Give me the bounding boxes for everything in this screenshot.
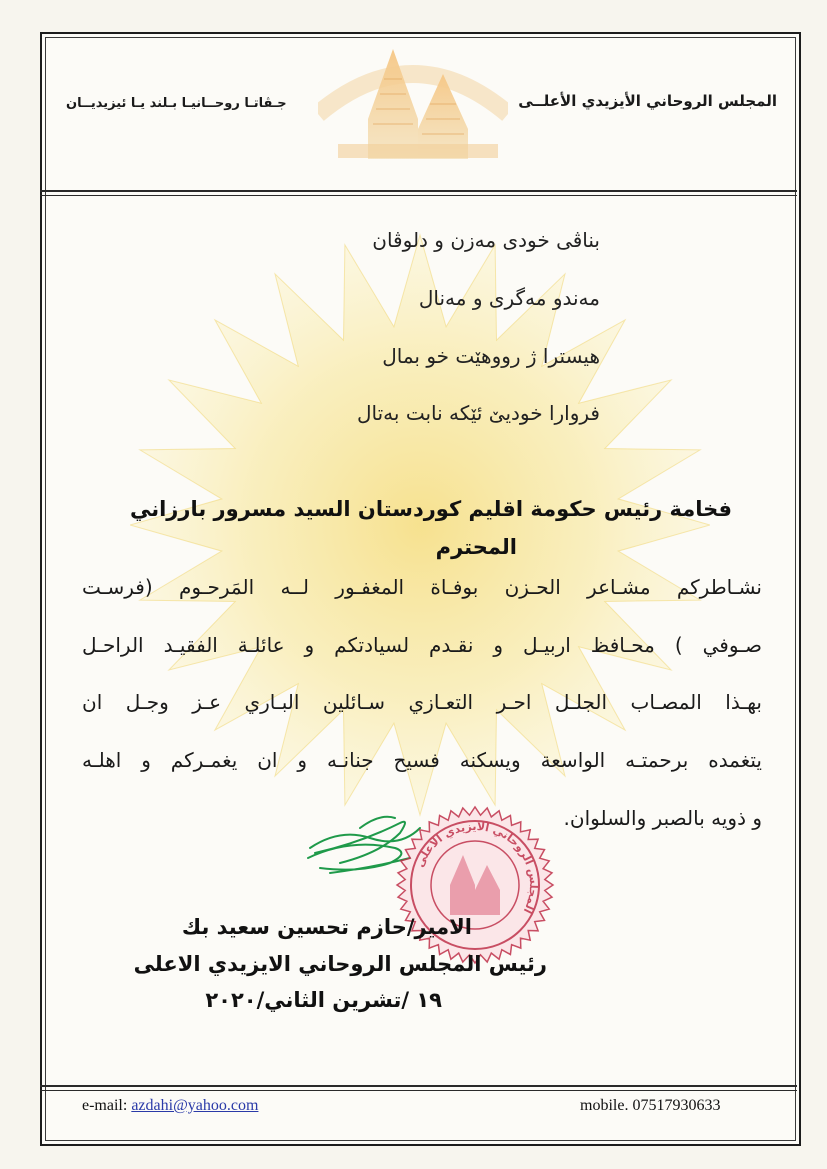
body-line-3: بهـذا المصـاب الجلـل احـر التعـازي سـائلين البـاري عـز وجـل ان xyxy=(82,690,762,714)
signer-position: رئيس المجلس الروحاني الايزيدي الاعلى xyxy=(133,952,547,976)
footer-divider xyxy=(40,1085,797,1087)
salutation-line-1: فخامة رئيس حكومة اقليم كوردستان السيد مسرور بارزاني xyxy=(129,497,732,521)
body-line-1: نشـاطركم مشـاعر الحـزن بوفـاة المغفـور لــه المَرحـوم (فرسـت xyxy=(82,575,762,599)
signer-name: الامير/حازم تحسين سعيد بك xyxy=(181,915,472,939)
header-divider xyxy=(40,190,797,192)
salutation-line-2: المحترم xyxy=(435,535,517,559)
temple-logo xyxy=(318,44,508,164)
footer-email xyxy=(82,1097,258,1115)
poem-line-4: فروارا خودیێ ئێکە نابت بەتال xyxy=(356,401,600,425)
mobile-number: 07517930633 xyxy=(632,1097,721,1114)
email-label: e-mail: xyxy=(82,1097,128,1114)
body-line-4: يتغمده برحمتـه الواسعة ويسكنه فسيح جنانـه و ان يغمـركم و اهلـه xyxy=(82,748,762,772)
body-line-5: و ذويه بالصبر والسلوان. xyxy=(563,806,762,830)
header-title-kurdish: جـڤاتـا روحــانيـا بـلند يـا ئيزيديــان xyxy=(66,96,287,111)
footer-mobile xyxy=(580,1097,720,1115)
stamp-text: المجلس الروحاني الايزيدي الاعلى xyxy=(413,819,541,916)
poem-line-1: بناڤی خودی مەزن و دلوڤان xyxy=(372,228,600,252)
letter-date: ١٩ /تشرين الثاني/٢٠٢٠ xyxy=(205,988,442,1012)
mobile-label: mobile. xyxy=(580,1097,629,1114)
footer-divider-thin xyxy=(40,1090,797,1091)
header-title-arabic: المجلس الروحاني الأيزيدي الأعلــى xyxy=(518,92,777,110)
council-stamp xyxy=(395,805,555,965)
poem-line-2: مەندو مەگری و مەنال xyxy=(418,286,600,310)
header-divider-thin xyxy=(40,195,797,196)
body-line-2: صـوفي ) محـافظ اربيـل و نقـدم لسيادتكم و عائلـة الفقيـد الراحـل xyxy=(82,633,762,657)
poem-line-3: هیسترا ژ رووهێت خو بمال xyxy=(382,344,600,368)
email-link[interactable]: azdahi@yahoo.com xyxy=(131,1097,259,1114)
